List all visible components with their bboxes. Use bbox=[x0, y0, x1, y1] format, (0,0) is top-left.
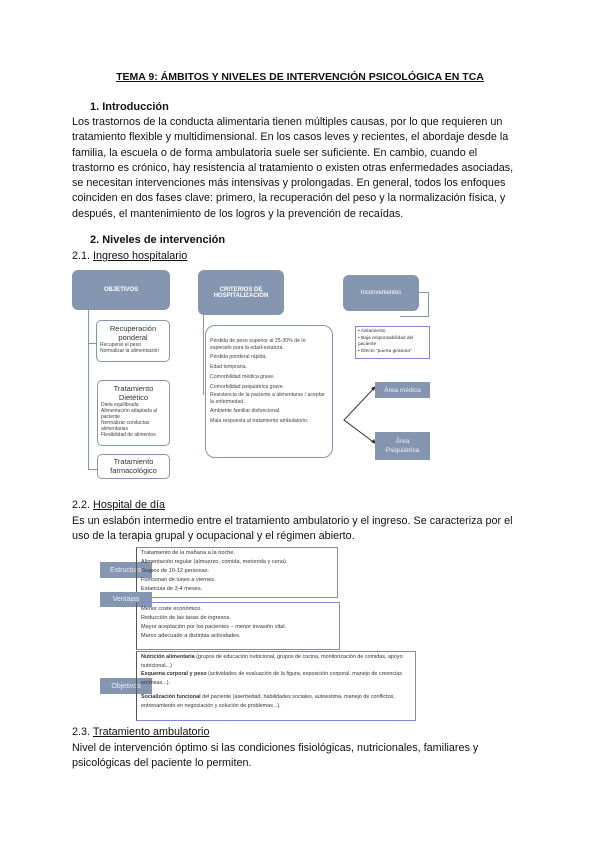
tratamiento-dietetico-box bbox=[97, 380, 170, 446]
subsection-hospital-dia bbox=[72, 499, 165, 511]
box-note: Recuperar el peso bbox=[100, 342, 141, 348]
criterio-item: Edad temprana. bbox=[210, 364, 247, 370]
text-line: se necesitan intervenciones más intensivas y prolongadas. En general, todos los enfoques bbox=[72, 177, 506, 190]
box-note: Normalizar la alimentación bbox=[100, 348, 159, 354]
box-note: Dieta equilibrada bbox=[101, 402, 139, 408]
table-item: Grupos de 10-12 personas. bbox=[141, 568, 210, 574]
area-medica-box: Área médica bbox=[375, 382, 430, 398]
text-line: Los trastornos de la conducta alimentaria tienen múltiples causas, por lo que requieren un bbox=[72, 116, 503, 128]
criterio-item: Resistencia de la paciente a alimentarse / aceptar la enfermedad. bbox=[210, 392, 325, 405]
inconvenientes-header: Inconvenientes bbox=[343, 275, 419, 311]
item-text: del paciente (asertividad, habilidades sociales, autoestima, manejo de conflictos, entrenamiento en negociación y solución de problemas...). bbox=[141, 694, 395, 709]
criterio-item: Comorbilidad médica grave. bbox=[210, 374, 275, 380]
subsection-title: Tratamiento ambulatorio bbox=[92, 726, 210, 738]
table-item: Tratamiento de la mañana a la noche. bbox=[141, 550, 236, 556]
subsection-number: 2.3. bbox=[72, 726, 93, 738]
box-title: Tratamiento Dietético bbox=[113, 384, 154, 402]
inconveniente-item: • Efecto "puerta giratoria" bbox=[358, 348, 412, 354]
ventajas-box bbox=[136, 602, 340, 650]
table-item: Reducción de las tasas de ingresos. bbox=[141, 615, 231, 621]
text-line: Nivel de intervención óptimo si las condiciones fisiológicas, nutricionales, familiares y bbox=[72, 742, 479, 754]
table-item: Funcionan de lunes a viernes. bbox=[141, 577, 216, 583]
connector-line bbox=[88, 469, 97, 470]
connector-line bbox=[428, 292, 429, 316]
item-text: Efecto "puerta giratoria" bbox=[361, 348, 412, 354]
tratamiento-farmacologico-box bbox=[97, 454, 170, 479]
text-line: coinciden en dos fases clave: primero, la recuperación del peso y la normalización física, y bbox=[72, 192, 506, 205]
text-line: psicológicas del paciente lo permiten. bbox=[72, 757, 252, 770]
connector-line bbox=[88, 343, 96, 344]
criterio-item: Mala respuesta al tratamiento ambulatorio. bbox=[210, 418, 309, 424]
hospital-dia-paragraph bbox=[72, 514, 542, 545]
text-line: después, el mantenimiento de los logros y la prevención de recaídas. bbox=[72, 207, 404, 220]
subsection-title: Hospital de día bbox=[93, 499, 166, 511]
connector-line bbox=[88, 310, 89, 470]
table-item: Estancias de 3-4 meses. bbox=[141, 586, 203, 592]
criterios-list-box bbox=[205, 325, 333, 458]
box-title: Tratamiento farmacológico bbox=[110, 457, 157, 475]
box-note: Flexibilidad de alimentos bbox=[101, 432, 156, 438]
subsection-title: Ingreso hospitalario bbox=[93, 250, 188, 262]
subsection-number: 2.1. bbox=[72, 250, 94, 262]
connector-line bbox=[203, 315, 204, 395]
section-heading-introduccion: 1. Introducción bbox=[90, 101, 169, 113]
section-heading-niveles: 2. Niveles de intervención bbox=[90, 234, 226, 246]
estructura-box bbox=[136, 547, 338, 598]
text-line: uso de la terapia grupal y ocupacional y el régimen abierto. bbox=[72, 530, 355, 543]
table-item: Menor coste económico. bbox=[141, 606, 202, 612]
criterios-header: CRITERIOS DE HOSPITALIZACIÓN bbox=[198, 270, 284, 315]
branch-arrows-icon bbox=[340, 380, 380, 450]
criterio-item: Comorbilidad psiquiátrica grave. bbox=[210, 384, 285, 390]
criterio-item: Ambiente familiar disfuncional. bbox=[210, 408, 281, 414]
box-note: Normalizar conductas alimentarias bbox=[101, 420, 150, 432]
box-note: Alimentación adaptada al paciente bbox=[101, 408, 158, 420]
item-text: Aislamiento bbox=[360, 329, 386, 334]
recuperacion-ponderal-box bbox=[96, 320, 170, 362]
item-text: (grupos de educación nutricional, grupos de cocina, monitorización de comidas, apoyo nutricional...) bbox=[141, 654, 403, 669]
connector-line bbox=[400, 316, 429, 317]
item-bold: Socialización funcional bbox=[141, 694, 201, 700]
subsection-ambulatorio bbox=[72, 726, 209, 738]
item-bold: Esquema corporal y peso bbox=[141, 671, 207, 677]
document-title: TEMA 9: ÁMBITOS Y NIVELES DE INTERVENCIÓN PSICOLÓGICA EN TCA bbox=[116, 71, 484, 83]
table-item: Marco adecuado a distintas actividades. bbox=[141, 633, 241, 639]
item-text: Baja responsabilidad del paciente bbox=[358, 335, 414, 347]
inconveniente-item: • Baja responsabilidad del paciente bbox=[358, 335, 414, 347]
ambulatorio-paragraph bbox=[72, 741, 542, 772]
ventajas-label: Ventajas bbox=[100, 592, 152, 607]
inconvenientes-list-box bbox=[355, 326, 430, 359]
area-psiquiatrica-box: Área Psiquiátrica bbox=[375, 432, 430, 460]
item-bold: Nutrición alimentaria bbox=[141, 654, 195, 660]
text-line: Es un eslabón intermedio entre el tratamiento ambulatorio y el ingreso. Se caracteriza por el bbox=[72, 515, 513, 527]
intro-paragraph bbox=[72, 115, 532, 222]
table-item: Alimentación regular (almuerzo, comida, merienda y cena). bbox=[141, 559, 288, 565]
table-item bbox=[141, 670, 411, 687]
objetivos-box bbox=[136, 651, 416, 721]
text-line: trastorno es crónico, hay resistencia al tratamiento o existen otras enfermedades asociadas, bbox=[72, 161, 514, 174]
text-line: tratamiento flexible y multidimensional. En los casos leves y recientes, el abordaje desde la bbox=[72, 131, 509, 144]
subsection-number: 2.2. bbox=[72, 499, 94, 511]
table-item bbox=[141, 693, 411, 710]
criterio-item: Pérdida de peso superior al 25-30% de lo esperado para la edad-estatura. bbox=[210, 338, 306, 351]
criterio-item: Pérdida ponderal rápida. bbox=[210, 354, 267, 360]
table-item bbox=[141, 653, 411, 670]
item-text: (actividades de evaluación de la figura, exposición corporal, manejo de creencias erróneas...). bbox=[141, 671, 402, 686]
estructura-label: Estructura bbox=[100, 562, 152, 578]
inconveniente-item: • Aislamiento bbox=[358, 329, 386, 334]
subsection-ingreso bbox=[72, 250, 187, 262]
objetivos-label: Objetivos bbox=[100, 678, 152, 694]
box-title: Recuperación ponderal bbox=[109, 324, 157, 342]
text-line: familia, la escuela o de forma ambulatoria suele ser suficiente. En cambio, cuando el bbox=[72, 146, 478, 159]
objetivos-header: OBJETIVOS bbox=[72, 270, 170, 310]
table-item: Mayor aceptación por los pacientes – menor invasión vital. bbox=[141, 624, 287, 630]
